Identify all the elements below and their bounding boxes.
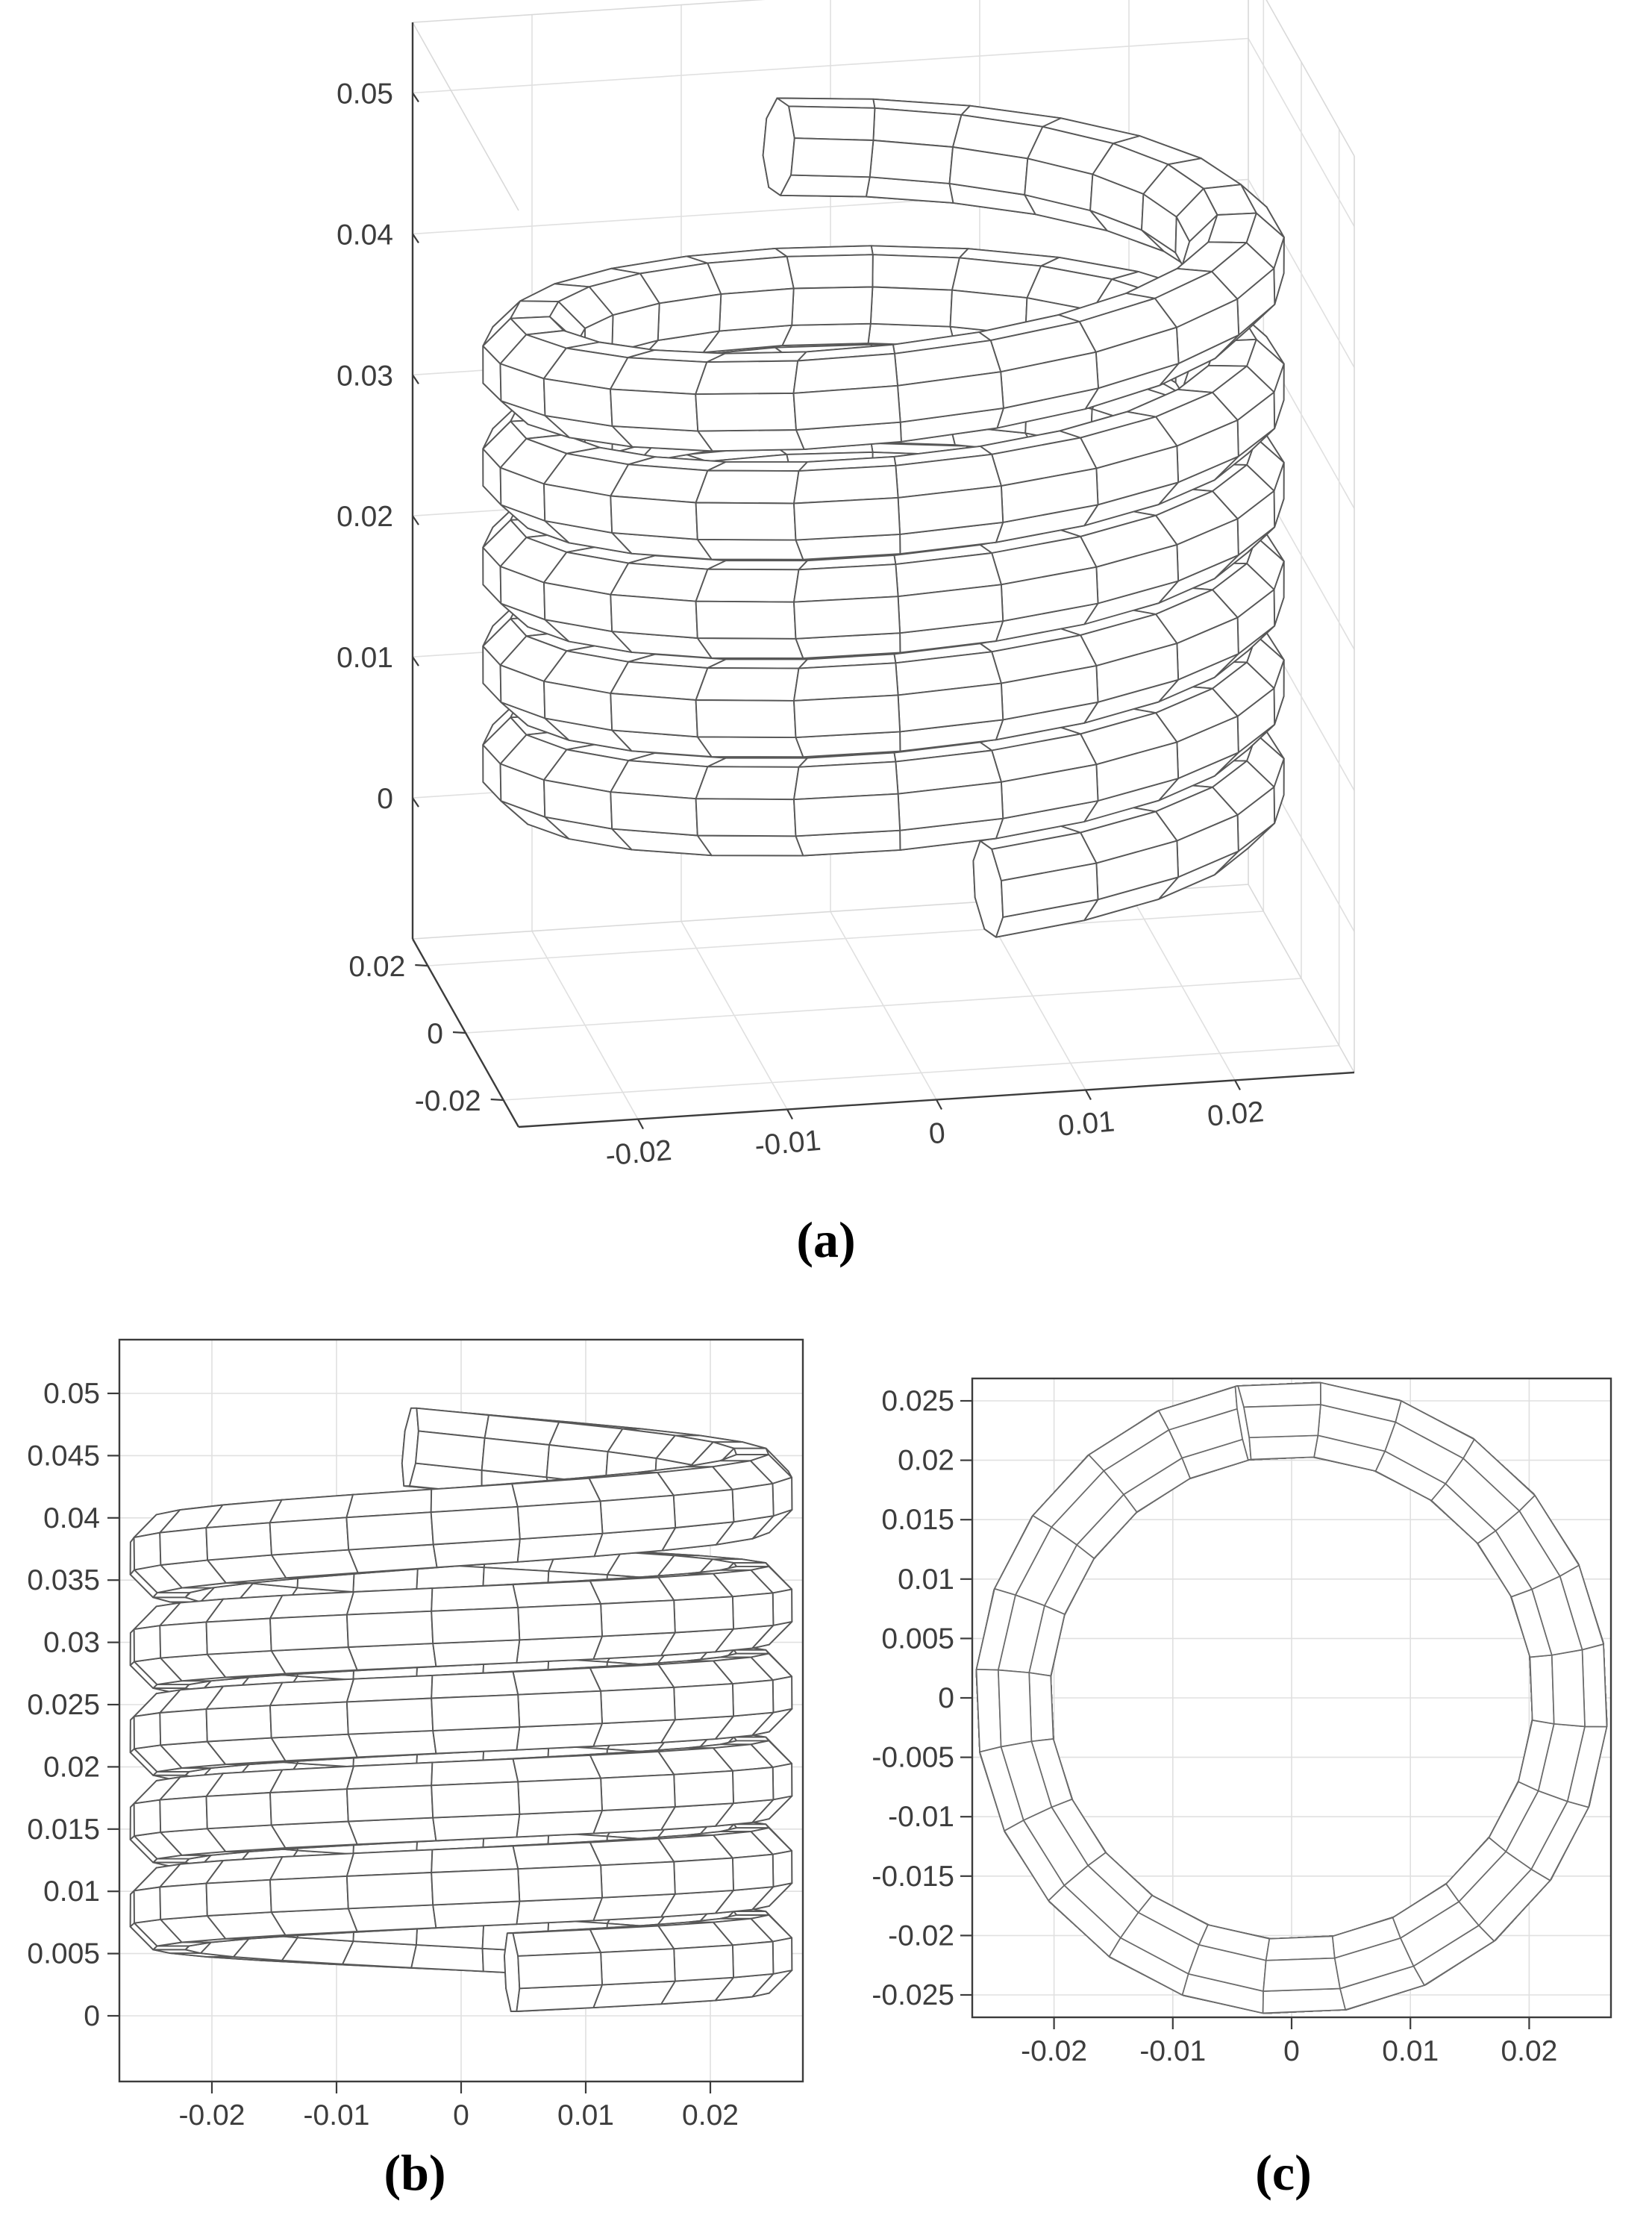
tick-label: 0: [1283, 2035, 1300, 2067]
tick-label: 0: [453, 2099, 469, 2132]
tick-label: 0: [84, 2000, 100, 2032]
tick-label: 0: [927, 1116, 947, 1151]
tick-label: 0.04: [337, 219, 393, 252]
tick-label: 0.02: [337, 501, 393, 534]
tick-label: 0.01: [557, 2099, 614, 2132]
tick-label: 0.045: [27, 1440, 100, 1472]
tick-label: -0.025: [872, 1979, 954, 2011]
tick-label: 0.05: [337, 78, 393, 110]
tick-label: 0: [377, 783, 393, 816]
tick-label: 0.01: [337, 642, 393, 675]
caption-panel-c: (c): [1255, 2144, 1312, 2201]
tick-label: 0.015: [881, 1504, 954, 1537]
tick-label: 0.02: [43, 1751, 100, 1784]
panel-c-top-plot: [872, 1378, 1611, 2067]
caption-panel-a: (a): [796, 1211, 856, 1268]
tick-label: 0.01: [43, 1876, 100, 1908]
tick-label: -0.015: [872, 1860, 954, 1893]
tick-label: 0.02: [348, 951, 406, 983]
tick-label: 0.005: [27, 1937, 100, 1970]
tick-label: 0.02: [1501, 2035, 1558, 2067]
tick-label: 0.01: [1057, 1105, 1116, 1143]
tick-label: -0.01: [888, 1801, 954, 1834]
tick-label: -0.02: [414, 1085, 481, 1117]
tick-label: 0.035: [27, 1564, 100, 1597]
tick-label: 0.02: [682, 2099, 739, 2132]
tick-label: 0.04: [43, 1502, 100, 1534]
tick-label: 0.02: [898, 1444, 954, 1477]
tick-label: -0.02: [888, 1920, 954, 1952]
tick-label: 0: [938, 1682, 954, 1714]
tick-label: -0.02: [178, 2099, 245, 2132]
caption-panel-b: (b): [384, 2144, 446, 2201]
tick-label: 0.05: [43, 1378, 100, 1410]
tick-label: 0.01: [898, 1563, 954, 1596]
panel-a-3d-plot: [337, 0, 1354, 1172]
tick-label: -0.01: [1139, 2035, 1207, 2067]
tick-label: 0.025: [27, 1689, 100, 1721]
tick-label: -0.01: [303, 2099, 370, 2132]
tick-label: -0.02: [604, 1134, 674, 1172]
tick-label: 0.03: [337, 360, 393, 393]
panel-b-side-plot: [27, 1340, 803, 2132]
panel-b-coil-mesh: [131, 1408, 792, 2011]
panel-c-grid: [972, 1378, 1611, 2017]
tick-label: 0.005: [881, 1623, 954, 1655]
tick-label: 0.03: [43, 1626, 100, 1659]
tick-label: 0.01: [1382, 2035, 1439, 2067]
tick-label: -0.02: [1021, 2035, 1088, 2067]
tick-label: -0.01: [753, 1124, 823, 1163]
tick-label: 0.025: [881, 1385, 954, 1417]
tick-label: 0.02: [1206, 1096, 1265, 1133]
tick-label: 0: [427, 1018, 443, 1050]
tick-label: -0.005: [872, 1741, 954, 1774]
tick-label: 0.015: [27, 1813, 100, 1846]
panel-a-coil-mesh: [483, 99, 1284, 937]
